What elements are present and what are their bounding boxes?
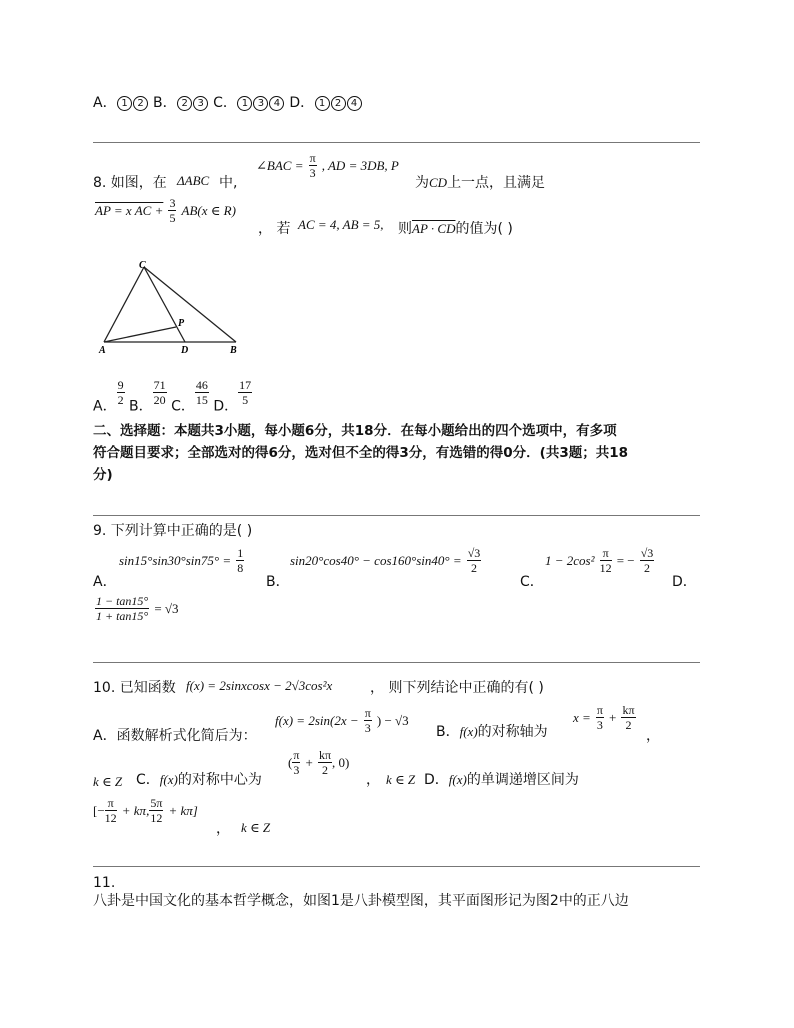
frac-num: kπ bbox=[622, 703, 635, 717]
ap-lhs: AP = x AC + bbox=[95, 203, 164, 218]
frac-den: 15 bbox=[195, 393, 208, 407]
q9-b-expr: sin20°cos40° − cos160°sin40° = bbox=[290, 553, 462, 568]
q10-d-k bbox=[241, 817, 270, 836]
q9-d-rhs: = √3 bbox=[154, 601, 179, 616]
segment-ap-line bbox=[104, 327, 176, 342]
frac-num: 1 bbox=[237, 546, 244, 560]
side-ca bbox=[104, 267, 144, 342]
circled-number: 1 bbox=[117, 96, 132, 111]
q10-a-expr1: f(x) = 2sin(2x − bbox=[275, 713, 359, 728]
triangle-figure bbox=[96, 256, 246, 358]
q11-text: 八卦是中国文化的基本哲学概念，如图1是八卦模型图，其平面图形记为图2中的正八边 bbox=[93, 893, 629, 909]
q9-c-frac bbox=[640, 546, 655, 575]
frac-num: √3 bbox=[467, 546, 481, 560]
q7-option-d-label: D． bbox=[289, 95, 315, 111]
q8-condition bbox=[256, 151, 399, 180]
section-line-1: 二、选择题：本题共3小题，每小题6分，共18分．在每小题给出的四个选项中，有多项 bbox=[93, 423, 617, 439]
paren-close: , 0) bbox=[332, 755, 350, 770]
q10-d-mid: + kπ, bbox=[121, 803, 150, 818]
option-d-label: D． bbox=[213, 398, 239, 415]
q10-b-f: f(x) bbox=[459, 724, 478, 739]
q7-option-b-label: B． bbox=[153, 95, 177, 111]
q10-c-f: f(x) bbox=[159, 772, 178, 787]
q10-d-comma: ， bbox=[216, 821, 230, 837]
q10-b-expr bbox=[573, 703, 636, 732]
circled-number: 1 bbox=[315, 96, 330, 111]
q9-c-expr: 1 − 2cos² bbox=[545, 553, 595, 568]
q8-oncd-tail: 上一点，且满足 bbox=[447, 175, 546, 191]
frac-num: 1 − tan15° bbox=[96, 594, 149, 608]
k-in-z: k ∈ Z bbox=[93, 774, 123, 789]
circled-number: 3 bbox=[253, 96, 268, 111]
pi-over-3 bbox=[309, 151, 317, 180]
q10-lead-tail: ， 则下列结论中正确的有( ) bbox=[370, 680, 544, 696]
option-c-frac bbox=[195, 378, 209, 407]
frac-num: 17 bbox=[239, 378, 252, 392]
angle-expr: ∠BAC = bbox=[256, 158, 304, 173]
segment-cd: CD bbox=[429, 175, 448, 190]
q10-b-x: x = bbox=[573, 710, 591, 725]
label-b: B bbox=[230, 345, 237, 356]
q10-c-comma: ， bbox=[366, 772, 380, 788]
frac-num: π bbox=[309, 151, 316, 165]
segment-cd-line bbox=[144, 267, 185, 342]
q10-c-frac2 bbox=[318, 748, 332, 777]
frac-num: 71 bbox=[153, 378, 166, 392]
k-in-z: k ∈ Z bbox=[241, 820, 271, 835]
q8-ask bbox=[398, 220, 513, 238]
q9-a-label: A． bbox=[93, 574, 117, 590]
q9-option-a bbox=[119, 546, 244, 575]
q8-oncd bbox=[415, 174, 545, 192]
label-p: P bbox=[178, 318, 185, 329]
option-b-frac bbox=[153, 378, 167, 407]
q8-in bbox=[219, 174, 237, 192]
q11-number: 11. bbox=[93, 875, 116, 891]
label-c: C bbox=[139, 260, 146, 271]
option-c-label: C． bbox=[171, 398, 195, 415]
q7-option-a-label: A． bbox=[93, 95, 117, 111]
q9-option-d bbox=[95, 594, 179, 623]
frac-den: 5 bbox=[169, 211, 176, 225]
q9-c-label: C． bbox=[520, 574, 544, 590]
frac-den: 1 + tan15° bbox=[96, 609, 149, 623]
q10-a-text: A．函数解析式化简后为： bbox=[93, 728, 257, 744]
q10-a-frac bbox=[364, 706, 372, 735]
q10-d-frac1 bbox=[105, 796, 117, 825]
q8-options bbox=[93, 378, 252, 416]
q8-ask-text: 的值为( ) bbox=[455, 221, 513, 237]
section-heading bbox=[93, 420, 628, 486]
frac-den: 2 bbox=[321, 763, 328, 777]
frac-den: 3 bbox=[364, 721, 371, 735]
q10-d-expr bbox=[93, 796, 198, 825]
q10-b-frac2 bbox=[621, 703, 635, 732]
three-fifths bbox=[168, 196, 176, 225]
q10-a-expr bbox=[275, 706, 409, 735]
ap-rhs: AB(x ∈ R) bbox=[181, 203, 236, 218]
plus: + bbox=[609, 710, 617, 725]
frac-den: 20 bbox=[153, 393, 166, 407]
q10-d bbox=[424, 771, 579, 789]
k-in-z: k ∈ Z bbox=[386, 772, 416, 787]
frac-num: π bbox=[364, 706, 371, 720]
bracket-open: [− bbox=[93, 803, 105, 818]
q8-number: 8. 如图，在 bbox=[93, 175, 167, 191]
q10-c-expr bbox=[288, 748, 349, 777]
frac-num: π bbox=[105, 796, 117, 811]
function-def: f(x) = 2sinxcosx − 2√3cos²x bbox=[186, 678, 333, 693]
frac-den: 8 bbox=[237, 561, 244, 575]
q9-option-c bbox=[545, 546, 654, 575]
q9-a-frac bbox=[236, 546, 244, 575]
bracket-close: + kπ] bbox=[168, 803, 198, 818]
circled-number: 2 bbox=[133, 96, 148, 111]
q10-k1 bbox=[93, 771, 122, 790]
q10-a-expr2: ) − √3 bbox=[376, 713, 409, 728]
circled-number: 2 bbox=[177, 96, 192, 111]
frac-num: kπ bbox=[318, 748, 331, 762]
frac-den: 3 bbox=[309, 166, 316, 180]
frac-num: 3 bbox=[169, 196, 176, 210]
frac-den: 3 bbox=[293, 763, 300, 777]
option-d-frac bbox=[238, 378, 252, 407]
section-line-2: 符合题目要求；全部选对的得6分，选对但不全的得3分，有选错的得0分．(共3题；共18 bbox=[93, 445, 629, 461]
frac-den: 3 bbox=[596, 718, 603, 732]
frac-den: 12 bbox=[599, 561, 612, 575]
option-b-label: B． bbox=[129, 398, 153, 415]
q9-d-frac bbox=[95, 594, 149, 623]
q7-option-c-label: C． bbox=[213, 95, 237, 111]
circled-number: 2 bbox=[331, 96, 346, 111]
q10-d-frac2 bbox=[149, 796, 163, 825]
plus: + bbox=[305, 755, 313, 770]
q10-b bbox=[436, 723, 548, 741]
frac-num: √3 bbox=[640, 546, 654, 560]
circled-number: 1 bbox=[237, 96, 252, 111]
q8-if bbox=[258, 220, 290, 238]
frac-num: 9 bbox=[117, 378, 124, 392]
q8-if-text: ， 若 bbox=[258, 221, 291, 237]
q9-option-b bbox=[290, 546, 481, 575]
q10-c-text: 的对称中心为 bbox=[177, 772, 262, 788]
option-a-frac bbox=[117, 378, 125, 407]
q9-b-frac bbox=[467, 546, 482, 575]
q8-wei: 为 bbox=[415, 175, 429, 191]
q10-c-frac1 bbox=[292, 748, 300, 777]
circled-number: 4 bbox=[347, 96, 362, 111]
q10-c bbox=[136, 771, 262, 789]
frac-num: π bbox=[596, 703, 603, 717]
label-a: A bbox=[99, 345, 106, 356]
q9-a-expr: sin15°sin30°sin75° = bbox=[119, 553, 232, 568]
option-a-label: A． bbox=[93, 398, 117, 415]
q8-lead bbox=[93, 174, 167, 192]
q10-b-frac1 bbox=[596, 703, 604, 732]
q10-d-label: D． bbox=[424, 772, 449, 788]
q10-b-comma: ， bbox=[646, 728, 660, 744]
frac-num: π bbox=[600, 546, 612, 561]
frac-num: π bbox=[293, 748, 300, 762]
given-values: AC = 4, AB = 5, bbox=[298, 217, 384, 232]
divider bbox=[93, 662, 700, 663]
q9-b-label: B． bbox=[266, 574, 290, 590]
frac-den: 5 bbox=[242, 393, 249, 407]
divider bbox=[93, 142, 700, 143]
paren-open: ( bbox=[288, 755, 293, 770]
q9-d-label: D． bbox=[672, 574, 697, 590]
q8-triangle bbox=[177, 170, 209, 189]
frac-num: 5π bbox=[150, 796, 163, 810]
q10-func bbox=[186, 675, 332, 694]
q8-in-text: 中, bbox=[219, 175, 238, 191]
q10-lead: 10. 已知函数 bbox=[93, 680, 176, 696]
q9-c-eq: = − bbox=[616, 553, 635, 568]
circled-number: 3 bbox=[193, 96, 208, 111]
frac-den: 12 bbox=[104, 811, 117, 825]
divider bbox=[93, 515, 700, 516]
circled-number: 4 bbox=[269, 96, 284, 111]
q8-then: 则 bbox=[398, 221, 412, 237]
divider bbox=[93, 866, 700, 867]
q9-c-pi-frac bbox=[600, 546, 612, 575]
q8-values bbox=[298, 214, 384, 233]
q8-ap-expr bbox=[95, 196, 236, 225]
triangle-symbol: ΔABC bbox=[177, 173, 210, 188]
q10-b-text: 的对称轴为 bbox=[477, 724, 548, 740]
frac-den: 2 bbox=[625, 718, 632, 732]
q10-d-text: 的单调递增区间为 bbox=[466, 772, 579, 788]
frac-den: 2 bbox=[470, 561, 477, 575]
frac-den: 2 bbox=[644, 561, 650, 575]
dot-product: AP · CD bbox=[412, 221, 456, 236]
q7-options bbox=[93, 94, 362, 112]
section-line-3: 分) bbox=[93, 467, 113, 483]
q9-title: 9. 下列计算中正确的是( ) bbox=[93, 523, 253, 539]
q10-d-f: f(x) bbox=[448, 772, 467, 787]
label-d: D bbox=[181, 345, 189, 356]
frac-den: 2 bbox=[117, 393, 124, 407]
q10-c-k bbox=[386, 769, 415, 788]
frac-den: 12 bbox=[150, 811, 163, 825]
vector-condition: , AD = 3DB, P bbox=[321, 158, 399, 173]
q10-c-label: C． bbox=[136, 772, 160, 788]
q10-b-label: B． bbox=[436, 724, 460, 740]
frac-num: 46 bbox=[195, 378, 208, 392]
